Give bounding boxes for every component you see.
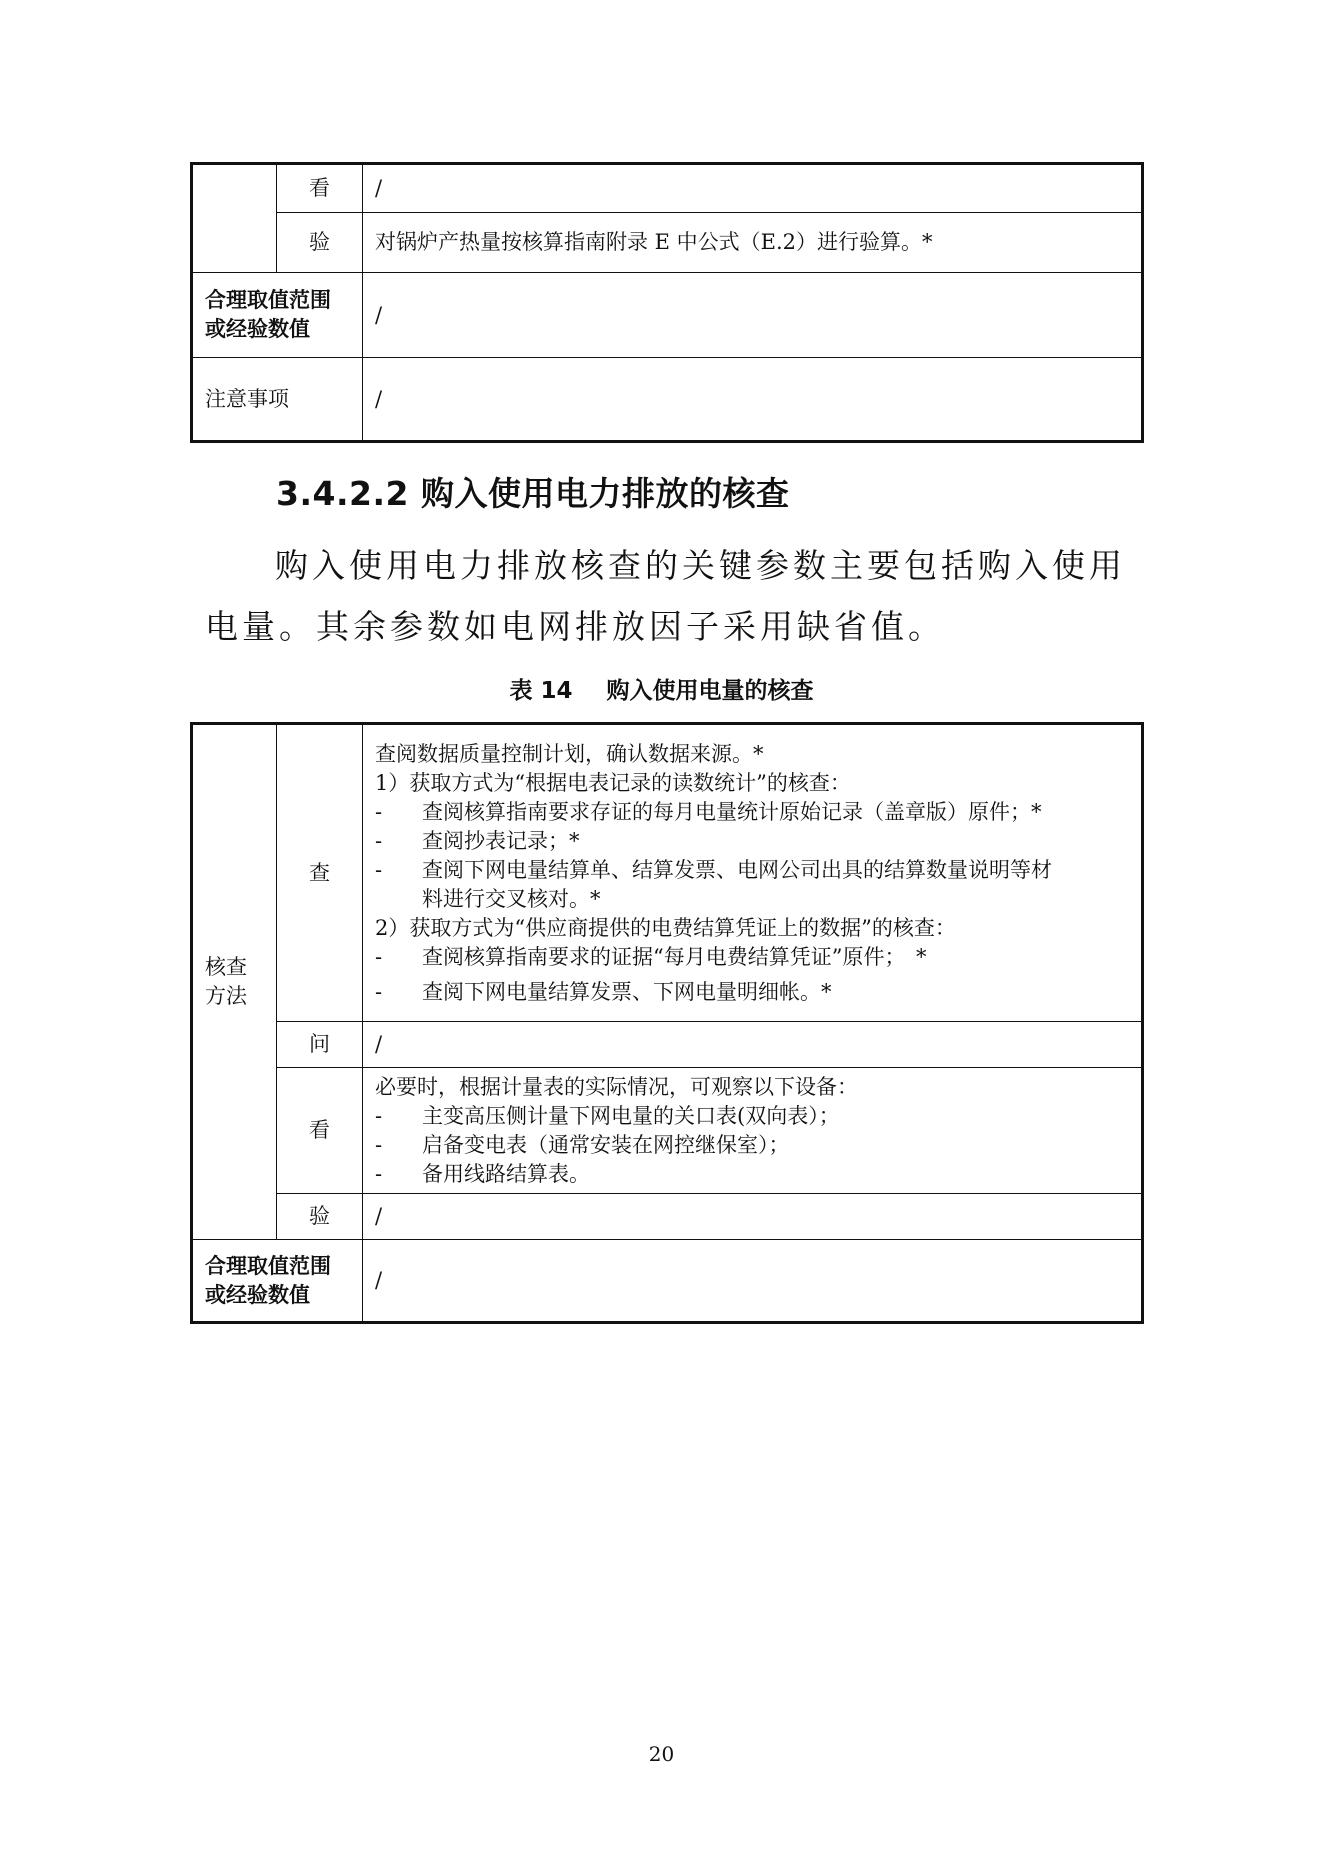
list-item: [375, 1160, 1129, 1189]
table-14: [190, 722, 1144, 1324]
list-item: [375, 1131, 1129, 1160]
dash-bullet: -: [375, 857, 383, 882]
section-heading: 3.4.2.2 购入使用电力排放的核查: [276, 474, 790, 513]
dash-bullet: -: [375, 979, 383, 1004]
section-paragraph: [205, 535, 1140, 657]
cha-item-1: 查阅核算指南要求存证的每月电量统计原始记录（盖章版）原件；*: [422, 799, 1042, 824]
page-number: 20: [648, 1742, 675, 1766]
row-content-yan: 对锅炉产热量按核算指南附录 E 中公式（E.2）进行验算。*: [363, 213, 1143, 273]
row-label-kan: 看: [277, 164, 363, 213]
table-caption-title: 购入使用电量的核查: [606, 678, 814, 704]
kan-item-1: 主变高压侧计量下网电量的关口表(双向表）；: [422, 1103, 840, 1128]
cha-item-5: 查阅下网电量结算发票、下网电量明细帐。*: [422, 979, 832, 1004]
table-row: [192, 1022, 1143, 1068]
list-item: [375, 827, 1129, 856]
row-label-kan: 看: [277, 1068, 363, 1194]
paragraph-line-2: 电量。其余参数如电网排放因子采用缺省值。: [205, 607, 945, 646]
row-content-wen: /: [363, 1022, 1143, 1068]
row-content-yan: /: [363, 1194, 1143, 1240]
cha-item-3a: 查阅下网电量结算单、结算发票、电网公司出具的结算数量说明等材: [422, 857, 1052, 882]
cha-item-4: 查阅核算指南要求的证据“每月电费结算凭证”原件； *: [422, 944, 927, 969]
table-row: [192, 273, 1143, 358]
table-caption-number: 表 14: [509, 678, 573, 704]
method-label: [192, 724, 277, 1240]
cha-line-2: 1）获取方式为“根据电表记录的读数统计”的核查：: [375, 770, 851, 795]
range-content: /: [363, 1240, 1143, 1323]
range-label-line-1: 合理取值范围: [205, 288, 331, 312]
range-label-line-2: 或经验数值: [205, 1282, 310, 1307]
empty-cell: [192, 164, 277, 273]
cha-line-3: 2）获取方式为“供应商提供的电费结算凭证上的数据”的核查：: [375, 915, 956, 940]
method-label-line-1: 核查: [205, 955, 247, 979]
table-caption: [0, 672, 1323, 705]
dash-bullet: -: [375, 1103, 383, 1128]
method-label-line-2: 方法: [205, 984, 247, 1008]
range-label-line-1: 合理取值范围: [205, 1253, 331, 1278]
notes-label: 注意事项: [192, 358, 363, 442]
table-row: [192, 164, 1143, 213]
row-content-cha: [363, 724, 1143, 1022]
table-row: [192, 358, 1143, 442]
table-row: [192, 1240, 1143, 1323]
row-label-cha: 查: [277, 724, 363, 1022]
list-item: [375, 943, 1129, 972]
notes-content: /: [363, 358, 1143, 442]
range-content: /: [363, 273, 1143, 358]
paragraph-line-1: 购入使用电力排放核查的关键参数主要包括购入使用: [275, 546, 1126, 585]
kan-item-3: 备用线路结算表。: [422, 1161, 590, 1186]
dash-bullet: -: [375, 1132, 383, 1157]
top-table: [190, 162, 1144, 443]
kan-item-2: 启备变电表（通常安装在网控继保室）；: [422, 1132, 790, 1157]
table-row: [192, 1068, 1143, 1194]
range-label: [192, 1240, 363, 1323]
list-item: [375, 1102, 1129, 1131]
row-label-wen: 问: [277, 1022, 363, 1068]
list-item: [375, 856, 1129, 885]
kan-line-1: 必要时，根据计量表的实际情况，可观察以下设备：: [375, 1074, 858, 1099]
range-label: [192, 273, 363, 358]
row-label-yan: 验: [277, 1194, 363, 1240]
row-content-kan: /: [363, 164, 1143, 213]
dash-bullet: -: [375, 944, 383, 969]
list-item: [375, 978, 1129, 1007]
table-row: [192, 724, 1143, 1022]
cha-line-1: 查阅数据质量控制计划，确认数据来源。*: [375, 741, 764, 766]
dash-bullet: -: [375, 1161, 383, 1186]
list-item: [375, 798, 1129, 827]
cha-item-3b: 料进行交叉核对。*: [422, 886, 601, 911]
dash-bullet: -: [375, 799, 383, 824]
table-row: [192, 1194, 1143, 1240]
dash-bullet: -: [375, 828, 383, 853]
row-content-kan: [363, 1068, 1143, 1194]
cha-item-2: 查阅抄表记录；*: [422, 828, 580, 853]
table-row: [192, 213, 1143, 273]
range-label-line-2: 或经验数值: [205, 317, 310, 341]
row-label-yan: 验: [277, 213, 363, 273]
